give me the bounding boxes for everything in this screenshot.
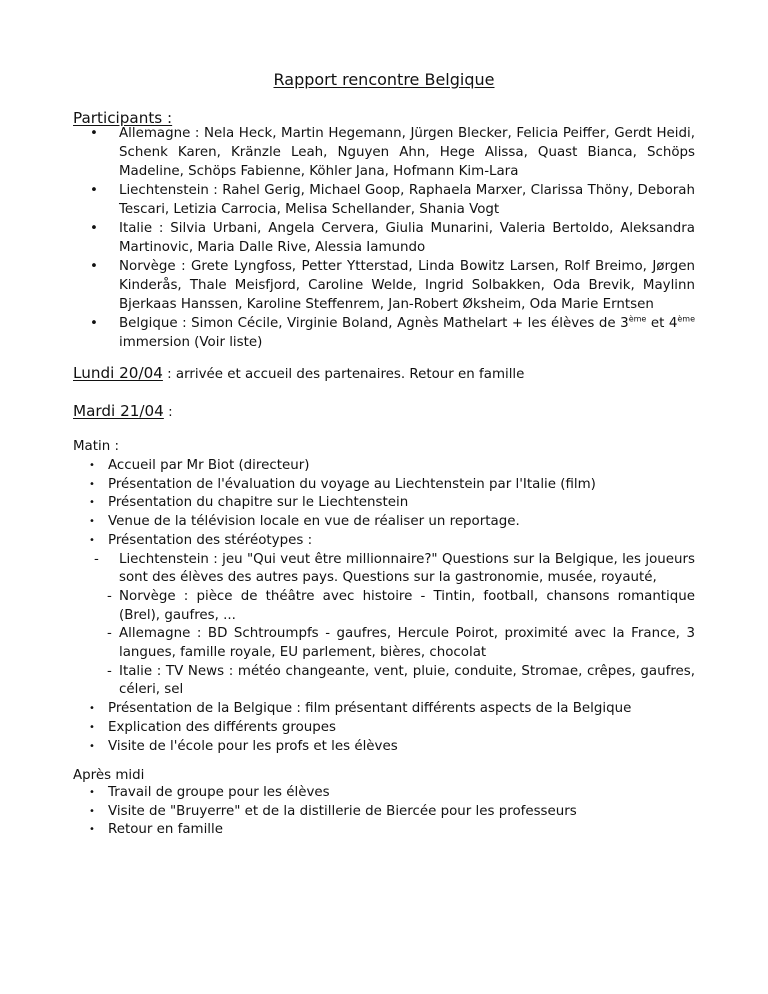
matin-list <box>73 457 695 756</box>
list-item: • Norvège : Grete Lyngfoss, Petter Ytterstad, Linda Bowitz Larsen, Rolf Breimo, Jørgen Kinderås, Thale Meisfjord, Caroline Welde, Ingrid Solbakken, Oda Brevik, Maylinn Bjerkaas Hanssen, Karoline Steffenrem, Jan-Robert Øksheim, Oda Marie Erntsen <box>73 257 695 314</box>
lundi-text: : arrivée et accueil des partenaires. Retour en famille <box>162 367 525 382</box>
participants-list <box>73 124 695 352</box>
matin-label: Matin : <box>73 439 119 454</box>
apres-midi-label: Après midi <box>73 768 145 783</box>
list-item: • Italie : Silvia Urbani, Angela Cervera, Giulia Munarini, Valeria Bertoldo, Aleksandra Martinovic, Maria Dalle Rive, Alessia Iamundo <box>73 219 695 257</box>
list-item: • Présentation de l'évaluation du voyage au Liechtenstein par l'Italie (film) <box>73 476 695 495</box>
page-title: Rapport rencontre Belgique <box>273 70 495 89</box>
list-item: • Explication des différents groupes <box>73 719 695 738</box>
list-item: • Allemagne : Nela Heck, Martin Hegemann, Jürgen Blecker, Felicia Peiffer, Gerdt Heidi, Schenk Karen, Kränzle Leah, Nguyen Ahn, Hege Alissa, Quast Bianca, Schöps Madeline, Schöps Fabienne, Köhler Jana, Hofmann Kim-Lara <box>73 124 695 181</box>
mardi-section: Mardi 21/04 : <box>73 402 173 420</box>
stereotype-item: - Italie : TV News : météo changeante, vent, pluie, conduite, Stromae, crêpes, gaufres, céleri, sel <box>73 663 695 700</box>
list-item: • Venue de la télévision locale en vue de réaliser un reportage. <box>73 513 695 532</box>
list-item: • Visite de "Bruyerre" et de la distillerie de Biercée pour les professeurs <box>73 803 695 822</box>
list-item: • Liechtenstein : Rahel Gerig, Michael Goop, Raphaela Marxer, Clarissa Thöny, Deborah Tescari, Letizia Carrocia, Melisa Schellander, Shania Vogt <box>73 181 695 219</box>
lundi-section <box>73 364 524 382</box>
participants-heading: Participants : <box>73 109 173 127</box>
list-item: • Présentation du chapitre sur le Liechtenstein <box>73 494 695 513</box>
list-item: • Travail de groupe pour les élèves <box>73 784 695 803</box>
lundi-heading: Lundi 20/04 <box>73 364 163 382</box>
apres-midi-list <box>73 784 695 840</box>
list-item-belgique: • Belgique : Simon Cécile, Virginie Boland, Agnès Mathelart + les élèves de 3ème et 4ème immersion (Voir liste) <box>73 314 695 352</box>
list-item: • Présentation de la Belgique : film présentant différents aspects de la Belgique <box>73 700 695 719</box>
mardi-heading: Mardi 21/04 <box>73 402 164 420</box>
stereotype-item: - Allemagne : BD Schtroumpfs - gaufres, Hercule Poirot, proximité avec la France, 3 langues, famille royale, EU parlement, bières, chocolat <box>73 625 695 662</box>
list-item: • Visite de l'école pour les profs et les élèves <box>73 738 695 757</box>
list-item: • Présentation des stéréotypes : <box>73 532 695 551</box>
list-item: • Retour en famille <box>73 821 695 840</box>
list-item: • Accueil par Mr Biot (directeur) <box>73 457 695 476</box>
stereotype-item: - Liechtenstein : jeu "Qui veut être millionnaire?" Questions sur la Belgique, les joueurs sont des élèves des autres pays. Questions sur la gastronomie, musée, royauté, <box>73 551 695 588</box>
stereotype-item: - Norvège : pièce de théâtre avec histoire - Tintin, football, chansons romantique (Brel), gaufres, ... <box>73 588 695 625</box>
